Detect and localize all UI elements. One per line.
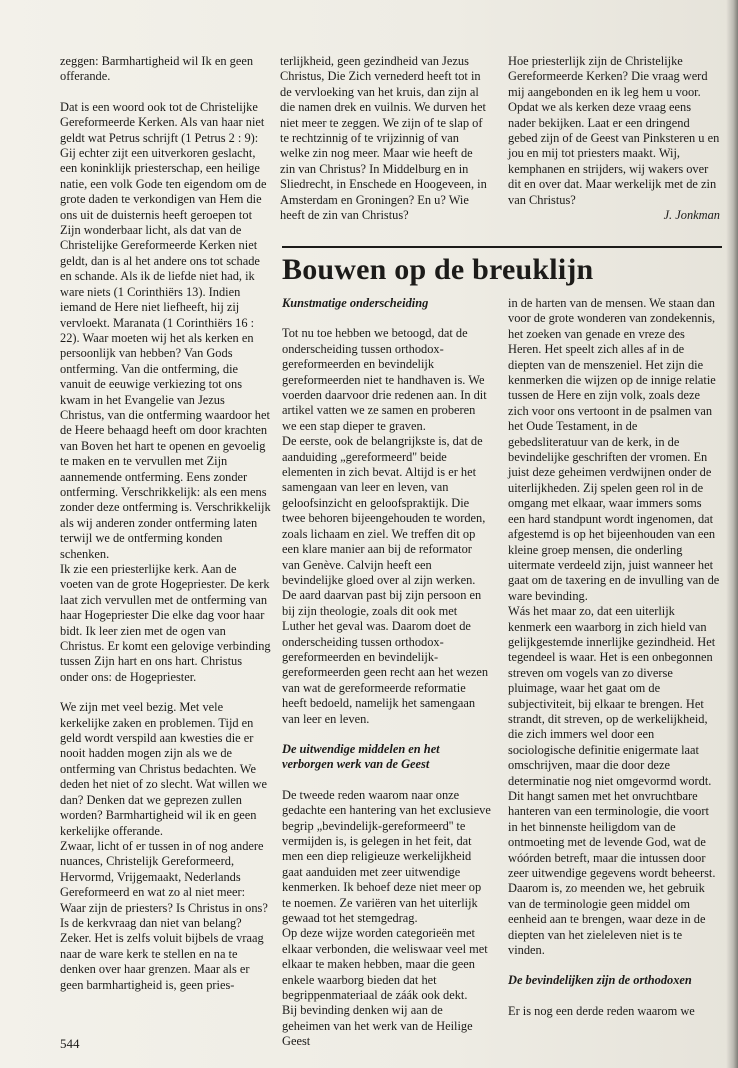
paragraph: in de harten van de mensen. We staan dan voor de grote wonderen van zondekennis, het zoeken van genade en vreze des Heren. Het speelt zich alles af in de diepten van de menszeniel. Het zijn die kenmerken die wijzen op de innige relatie tussen de Here en zijn volk, zoals deze zich voor ons vertoont in de psalmen van het Oude Testament, in de gebedsliteratuur van de kerk, in de bevindelijke geschriften der vromen. En juist deze geheimen verdwijnen onder de uiterlijkheden. Zij spelen geen rol in de omgang met elkaar, waar immers soms een hard standpunt wordt ingenomen, dat afgestemd is op het bijeenhouden van een kleine groep mensen, die onderling uitermate verdeeld zijn, juist wanneer het gaat om de taxering en de invulling van de ware bevinding. bbox=[508, 296, 720, 603]
paragraph: De tweede reden waarom naar onze gedachte een hantering van het exclusieve begrip „bevindelijk-gereformeerd'' te vermijden is, is gelegen in het feit, dat men een diep religieuze werkelijkheid gaat aanduiden met zeer uitwendige kenmerken. Ik behoef deze niet meer op te noemen. Ze variëren van het uiterlijk gewaad tot het stemgedrag. bbox=[282, 787, 491, 926]
paragraph: Tot nu toe hebben we betoogd, dat de onderscheiding tussen orthodox-gereformeerden en bevindelijk gereformeerden niet te handhaven is. We voerden daarvoor drie redenen aan. In dit artikel vatten we ze samen en proberen we een stap dieper te graven. bbox=[282, 326, 487, 433]
paragraph: Is de kerkvraag dan niet van belang? Zeker. Het is zelfs voluit bijbels de vraag naar de ware kerk te stellen en na te denken over haar grenzen. Maar als er geen barmhartigheid is, geen pries- bbox=[60, 915, 264, 992]
paragraph: Er is nog een derde reden waarom we bbox=[508, 1003, 695, 1018]
paragraph: Op deze wijze worden categorieën met elkaar verbonden, die weliswaar veel met elkaar te maken hebben, maar die geen enkele waarborg bieden dat het begrippenmateriaal de záák ook dekt. bbox=[282, 926, 488, 1003]
paragraph: Dit hangt samen met het onvruchtbare hanteren van een terminologie, die voort in het binnenste heiligdom van de ontmoeting met de levende God, wat de wóórden betreft, maar die intussen door zeer uitwendige gegevens wordt beheerst. Daarom is, zo meenden we, het gebruik van de terminologie geen middel om eenheid aan te brengen, waar deze in de diepten van het zieleleven niet is te vinden. bbox=[508, 789, 716, 958]
article-column-1 bbox=[282, 296, 492, 1050]
paragraph: Hoe priesterlijk zijn de Christelijke Gereformeerde Kerken? Die vraag werd mij aangebonden en ik leg hem u voor. Opdat we als kerken deze vraag eens nader bekijken. Laat er een dringend gebed zijn of de Geest van Pinksteren u en jou en mij tot priesters maakt. Wij, kemphanen en strijders, wij wakers over dit en over dat. Maar werkelijk met de zin van Christus? bbox=[508, 54, 720, 207]
paragraph: We zijn met veel bezig. Met vele kerkelijke zaken en problemen. Tijd en geld wordt verspild aan kwesties die er nooit hadden mogen zijn als we de ontferming van Christus bedachten. We deden het niet of zo slecht. Wat willen we dan? Denken dat we geprezen zullen worden? Barmhartigheid wil ik en geen kerkelijke offerande. bbox=[60, 700, 267, 838]
paragraph: terlijkheid, geen gezindheid van Jezus Christus, Die Zich vernederd heeft tot in de vervloeking van het kruis, dan zijn al die namen drek en vuilnis. We durven het niet meer te zeggen. We zijn of te slap of te rechtzinnig of te vrijzinnig of van welke zin nog meer. Maar wie heeft de zin van Christus? In Middelburg en in Sliedrecht, in Enschede en Hoogeveen, in Amsterdam en Groningen? En u? Wie heeft de zin van Christus? bbox=[280, 54, 487, 223]
article-column-2 bbox=[508, 296, 720, 1019]
paragraph: Ik zie een priesterlijke kerk. Aan de voeten van de grote Hogepriester. De kerk laat zich vervullen met de ontferming van haar Hogepriester Die elke dag voor haar bidt. Ik leer zien met de ogen van Christus. Er komt een gelovige verbinding tussen Zijn hart en ons hart. Christus onder ons: de Hogepriester. bbox=[60, 562, 271, 684]
page-edge-shadow bbox=[726, 0, 738, 1068]
section-subheading: Kunstmatige onderscheiding bbox=[282, 296, 429, 310]
paragraph-spacer bbox=[282, 311, 492, 326]
paragraph-spacer bbox=[508, 989, 720, 1004]
paragraph-spacer bbox=[282, 773, 492, 788]
paragraph-spacer bbox=[282, 727, 492, 742]
paragraph: zeggen: Barmhartigheid wil Ik en geen offerande. bbox=[60, 54, 254, 84]
paragraph: Dat is een woord ook tot de Christelijke Gereformeerde Kerken. Als van haar niet geldt wat Petrus schrijft (1 Petrus 2 : 9): Gij echter zijt een uitverkoren geslacht, een koninklijk priesterschap, een heilige natie, een volk Gode ten eigendom om de grote daden te verkondigen van Hem die ons uit de duisternis heeft geroepen tot Zijn wonderbaar licht, als dat van de Christelijke Gereformeerde Kerken niet geldt, dan is al het andere ons tot schade en schande. Als ik de liefde niet had, ik ware niets (1 Corinthiërs 13). Indien iemand de Here niet liefheeft, hij zij vervloekt. Maranata (1 Corinthiërs 16 : 22). Waar moeten wij het als kerken en persoonlijk van hebben? Van Gods ontferming. Van die ontferming, die vanuit de eeuwige verkiezing tot ons kwam in het Evangelie van Jezus Christus, van die ontferming waardoor het de Heere behaagd heeft om door krachten van Boven het hart te openen en gevoelig te maken en te vervullen met Zijn aannemende ontferming. Eens zonder ontferming. Verschrikkelijk: als een mens zonder deze ontferming is. Verschrikkelijk als wij anderen zonder ontferming laten terwijl we de ontferming konden schenken. bbox=[60, 99, 271, 561]
author-signature: J. Jonkman bbox=[663, 208, 720, 223]
paragraph-spacer bbox=[60, 85, 272, 100]
paragraph: Zwaar, licht of er tussen in of nog andere nuances, Christelijk Gereformeerd, Hervormd, Vrijgemaakt, Nederlands Gereformeerd en wat zo al niet meer: Waar zijn de priesters? Is Christus in ons? bbox=[60, 838, 268, 915]
previous-article-column-3 bbox=[508, 54, 720, 223]
article-title: Bouwen op de breuklijn bbox=[282, 253, 594, 286]
paragraph-spacer bbox=[60, 685, 272, 700]
section-subheading: De bevindelijken zijn de orthodoxen bbox=[508, 973, 692, 988]
previous-article-column-1 bbox=[60, 54, 272, 993]
section-subheading: De uitwendige middelen en het verborgen werk van de Geest bbox=[282, 741, 440, 772]
previous-article-column-2 bbox=[280, 54, 490, 223]
paragraph: De eerste, ook de belangrijkste is, dat de aanduiding „gereformeerd'' beide elementen in zich bevat. Altijd is er het samengaan van leer en leven, van geloofsinzicht en geloofspraktijk. Die twee behoren bijeengehouden te worden, zoals lichaam en ziel. We treffen dit op een klare manier aan bij de reformator van Genève. Calvijn heeft een bevindelijke gloed over al zijn werken. De aard daarvan past bij zijn persoon en bij zijn theologie, zoals dit ook met Luther het geval was. Daarom doet de onderscheiding tussen orthodox-gereformeerden en bevindelijk-gereformeerden geen recht aan het wezen van wat de gereformeerde reformatie heeft bedoeld, namelijk het samengaan van leer en leven. bbox=[282, 434, 489, 726]
paragraph: Bij bevinding denken wij aan de geheimen van het werk van de Heilige Geest bbox=[282, 1003, 473, 1049]
paragraph-spacer bbox=[508, 958, 720, 973]
article-divider-rule bbox=[282, 246, 722, 248]
paragraph: Wás het maar zo, dat een uiterlijk kenmerk een waarborg in zich hield van gelijkgestemde innerlijke gezindheid. Het tegendeel is waar. Het is een onbegonnen streven om vogels van zo diverse pluimage, waar het gaat om de subjectiviteit, bij elkaar te brengen. Het strandt, dit streven, op de werkelijkheid, die zich immers wel door een sociologische definitie enigermate laat omschrijven, maar die door deze determinatie nog niet omgevormd wordt. bbox=[508, 604, 716, 788]
page-number: 544 bbox=[60, 1036, 80, 1051]
